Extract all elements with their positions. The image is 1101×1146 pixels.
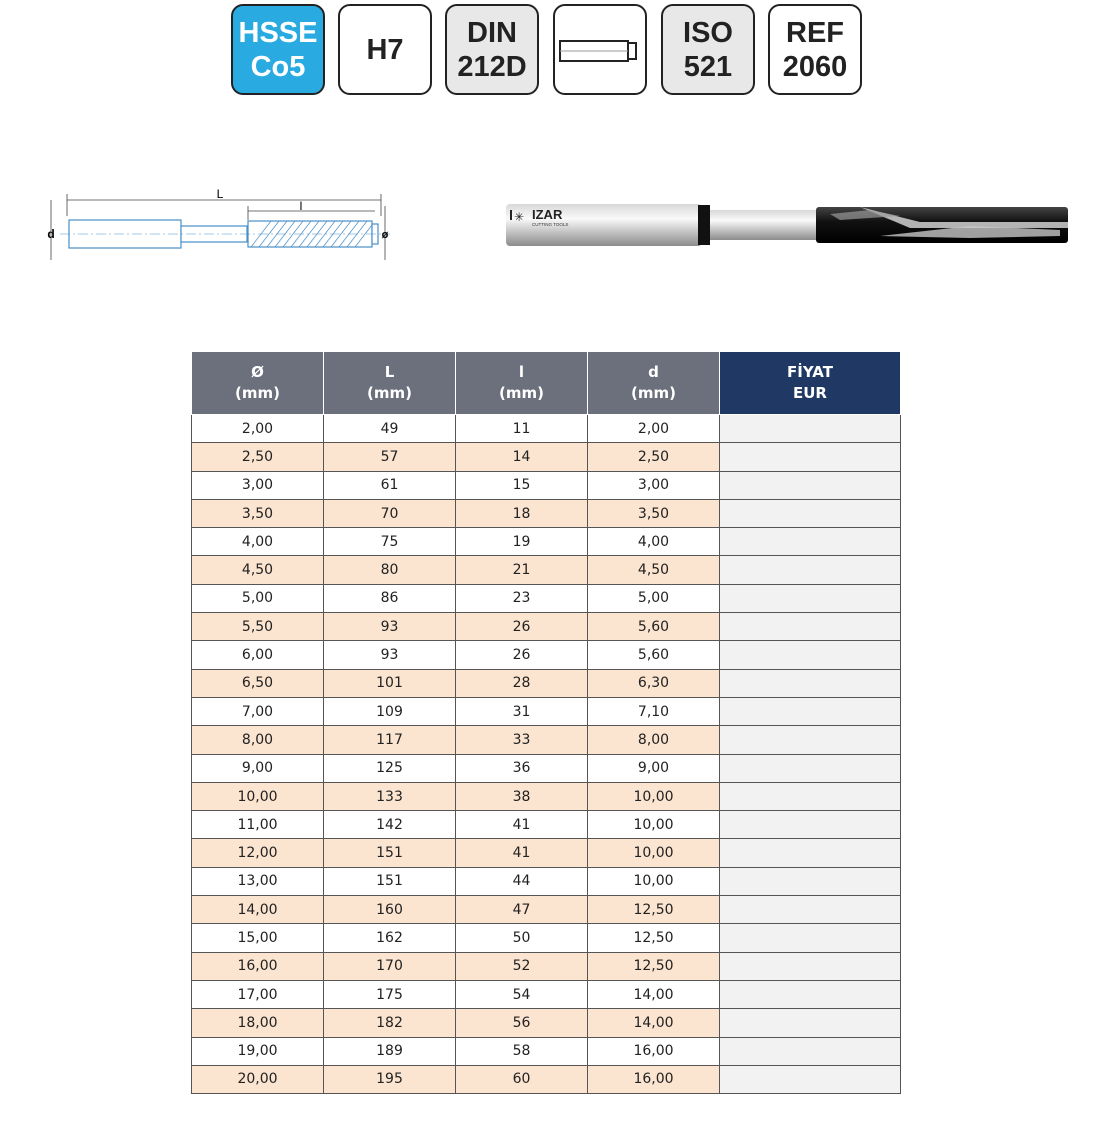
cell-price (720, 443, 901, 471)
iso-badge-line2: 521 (683, 50, 733, 83)
cell-shank-diameter: 9,00 (588, 754, 720, 782)
cell-shank-diameter: 5,00 (588, 584, 720, 612)
cell-diameter: 6,00 (192, 641, 324, 669)
cell-flute-length: 41 (456, 811, 588, 839)
label-l: l (299, 199, 303, 213)
cell-shank-diameter: 10,00 (588, 782, 720, 810)
cell-flute-length: 14 (456, 443, 588, 471)
cell-flute-length: 36 (456, 754, 588, 782)
cell-length: 125 (324, 754, 456, 782)
cell-price (720, 528, 901, 556)
cell-shank-diameter: 2,50 (588, 443, 720, 471)
label-L: L (216, 187, 224, 201)
cell-diameter: 12,00 (192, 839, 324, 867)
cell-flute-length: 26 (456, 613, 588, 641)
cell-length: 175 (324, 980, 456, 1008)
table-row (192, 1065, 901, 1093)
table-row (192, 613, 901, 641)
cell-length: 49 (324, 415, 456, 443)
cell-diameter: 11,00 (192, 811, 324, 839)
material-badge-line2: Co5 (250, 50, 306, 83)
cell-diameter: 4,00 (192, 528, 324, 556)
cell-diameter: 16,00 (192, 952, 324, 980)
cell-shank-diameter: 10,00 (588, 839, 720, 867)
cell-diameter: 14,00 (192, 896, 324, 924)
cell-shank-diameter: 4,00 (588, 528, 720, 556)
cell-flute-length: 54 (456, 980, 588, 1008)
cell-shank-diameter: 16,00 (588, 1065, 720, 1093)
cell-length: 195 (324, 1065, 456, 1093)
cell-shank-diameter: 3,50 (588, 499, 720, 527)
cell-shank-diameter: 8,00 (588, 726, 720, 754)
cell-price (720, 584, 901, 612)
cell-diameter: 10,00 (192, 782, 324, 810)
cell-length: 133 (324, 782, 456, 810)
cell-diameter: 5,00 (192, 584, 324, 612)
cell-shank-diameter: 12,50 (588, 896, 720, 924)
tolerance-badge (338, 4, 432, 95)
cell-flute-length: 26 (456, 641, 588, 669)
table-row (192, 980, 901, 1008)
cell-flute-length: 28 (456, 669, 588, 697)
cell-length: 151 (324, 867, 456, 895)
iso-badge-line1: ISO (683, 16, 733, 49)
cell-length: 57 (324, 443, 456, 471)
cell-diameter: 19,00 (192, 1037, 324, 1065)
table-header-row (192, 352, 901, 415)
cell-price (720, 839, 901, 867)
table-row (192, 811, 901, 839)
cell-length: 93 (324, 641, 456, 669)
cell-diameter: 20,00 (192, 1065, 324, 1093)
tolerance-badge-line1: H7 (366, 33, 404, 66)
cell-diameter: 4,50 (192, 556, 324, 584)
cylindrical-shank-icon (558, 30, 642, 70)
table-row (192, 952, 901, 980)
cell-diameter: 7,00 (192, 697, 324, 725)
cell-diameter: 3,50 (192, 499, 324, 527)
table-row (192, 471, 901, 499)
cell-shank-diameter: 6,30 (588, 669, 720, 697)
cell-diameter: 9,00 (192, 754, 324, 782)
shank-badge (553, 4, 647, 95)
cell-price (720, 896, 901, 924)
cell-diameter: 2,50 (192, 443, 324, 471)
cell-flute-length: 58 (456, 1037, 588, 1065)
cell-price (720, 1065, 901, 1093)
cell-diameter: 5,50 (192, 613, 324, 641)
cell-length: 93 (324, 613, 456, 641)
reamer-product-photo (500, 196, 1075, 256)
cell-flute-length: 23 (456, 584, 588, 612)
table-row (192, 499, 901, 527)
cell-length: 117 (324, 726, 456, 754)
din-badge-line2: 212D (457, 50, 527, 83)
table-row (192, 924, 901, 952)
reamer-spec-table (191, 351, 901, 1094)
cell-length: 101 (324, 669, 456, 697)
cell-price (720, 669, 901, 697)
table-row (192, 528, 901, 556)
table-row (192, 839, 901, 867)
cell-length: 151 (324, 839, 456, 867)
cell-shank-diameter: 14,00 (588, 980, 720, 1008)
cell-flute-length: 31 (456, 697, 588, 725)
material-badge (231, 4, 325, 95)
cell-price (720, 754, 901, 782)
cell-price (720, 556, 901, 584)
cell-diameter: 8,00 (192, 726, 324, 754)
table-row (192, 782, 901, 810)
cell-price (720, 697, 901, 725)
cell-price (720, 499, 901, 527)
cell-shank-diameter: 16,00 (588, 1037, 720, 1065)
cell-length: 160 (324, 896, 456, 924)
table-row (192, 1009, 901, 1037)
cell-price (720, 726, 901, 754)
table-row (192, 443, 901, 471)
cell-flute-length: 52 (456, 952, 588, 980)
cell-length: 162 (324, 924, 456, 952)
cell-shank-diameter: 10,00 (588, 811, 720, 839)
cell-shank-diameter: 3,00 (588, 471, 720, 499)
cell-length: 109 (324, 697, 456, 725)
cell-price (720, 867, 901, 895)
cell-price (720, 924, 901, 952)
table-row (192, 896, 901, 924)
header-length: L (mm) (324, 352, 456, 415)
table-row (192, 867, 901, 895)
cell-price (720, 811, 901, 839)
cell-flute-length: 19 (456, 528, 588, 556)
table-row (192, 584, 901, 612)
cell-length: 86 (324, 584, 456, 612)
brand-star-icon: ✳ (514, 210, 525, 224)
iso-badge (661, 4, 755, 95)
cell-shank-diameter: 2,00 (588, 415, 720, 443)
cell-flute-length: 56 (456, 1009, 588, 1037)
table-row (192, 726, 901, 754)
header-flute-length: l (mm) (456, 352, 588, 415)
cell-shank-diameter: 12,50 (588, 924, 720, 952)
cell-flute-length: 41 (456, 839, 588, 867)
din-badge-line1: DIN (467, 16, 517, 49)
cell-shank-diameter: 5,60 (588, 641, 720, 669)
cell-shank-diameter: 10,00 (588, 867, 720, 895)
header-price: FİYAT EUR (720, 352, 901, 415)
cell-flute-length: 11 (456, 415, 588, 443)
cell-price (720, 1037, 901, 1065)
header-diameter: Ø (mm) (192, 352, 324, 415)
cell-flute-length: 44 (456, 867, 588, 895)
brand-logo-subtext: CUTTING TOOLS (532, 222, 569, 227)
cell-shank-diameter: 5,60 (588, 613, 720, 641)
cell-flute-length: 21 (456, 556, 588, 584)
table-row (192, 697, 901, 725)
cell-length: 70 (324, 499, 456, 527)
cell-price (720, 415, 901, 443)
cell-diameter: 18,00 (192, 1009, 324, 1037)
cell-flute-length: 50 (456, 924, 588, 952)
label-d: d (47, 227, 55, 241)
cell-flute-length: 15 (456, 471, 588, 499)
cell-length: 142 (324, 811, 456, 839)
cell-flute-length: 47 (456, 896, 588, 924)
cell-price (720, 471, 901, 499)
cell-flute-length: 18 (456, 499, 588, 527)
cell-diameter: 13,00 (192, 867, 324, 895)
cell-shank-diameter: 14,00 (588, 1009, 720, 1037)
table-row (192, 415, 901, 443)
cell-shank-diameter: 7,10 (588, 697, 720, 725)
cell-diameter: 17,00 (192, 980, 324, 1008)
cell-price (720, 782, 901, 810)
cell-shank-diameter: 4,50 (588, 556, 720, 584)
cell-price (720, 980, 901, 1008)
table-row (192, 669, 901, 697)
cell-length: 170 (324, 952, 456, 980)
ref-badge (768, 4, 862, 95)
cell-length: 61 (324, 471, 456, 499)
cell-shank-diameter: 12,50 (588, 952, 720, 980)
din-badge (445, 4, 539, 95)
cell-flute-length: 60 (456, 1065, 588, 1093)
ref-badge-line2: 2060 (782, 50, 848, 83)
material-badge-line1: HSSE (238, 16, 318, 49)
cell-length: 80 (324, 556, 456, 584)
table-row (192, 641, 901, 669)
ref-badge-line1: REF (786, 16, 844, 49)
cell-price (720, 952, 901, 980)
cell-price (720, 1009, 901, 1037)
table-row (192, 1037, 901, 1065)
cell-diameter: 15,00 (192, 924, 324, 952)
cell-price (720, 613, 901, 641)
cell-length: 182 (324, 1009, 456, 1037)
cell-length: 189 (324, 1037, 456, 1065)
table-row (192, 754, 901, 782)
label-dia: ø (381, 229, 389, 241)
cell-length: 75 (324, 528, 456, 556)
cell-diameter: 2,00 (192, 415, 324, 443)
brand-logo-text: IZAR (532, 207, 563, 222)
reamer-dimension-drawing (45, 180, 395, 265)
cell-diameter: 6,50 (192, 669, 324, 697)
cell-price (720, 641, 901, 669)
cell-flute-length: 38 (456, 782, 588, 810)
table-row (192, 556, 901, 584)
cell-diameter: 3,00 (192, 471, 324, 499)
header-shank-diameter: d (mm) (588, 352, 720, 415)
cell-flute-length: 33 (456, 726, 588, 754)
